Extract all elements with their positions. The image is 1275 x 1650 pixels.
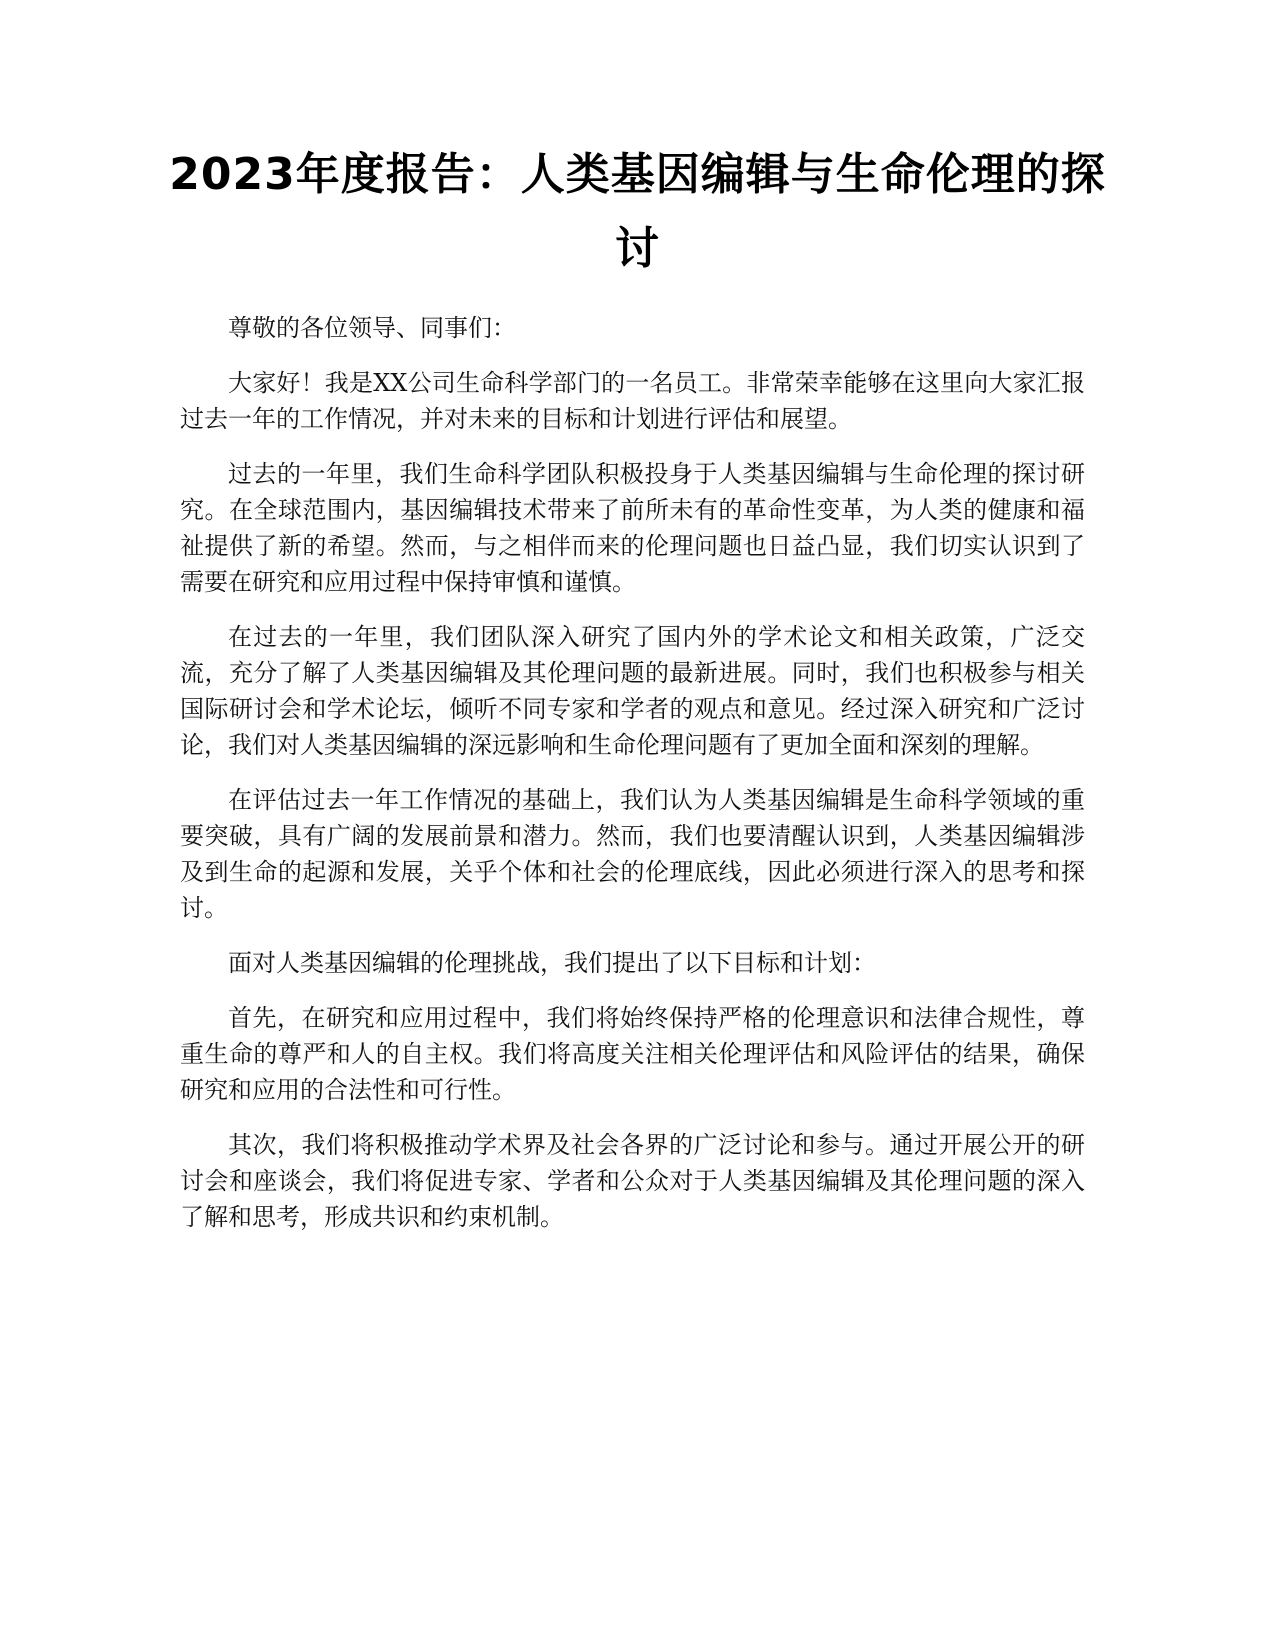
document-body [180,310,1085,1254]
body-paragraph: 首先，在研究和应用过程中，我们将始终保持严格的伦理意识和法律合规性，尊重生命的尊严和人的自主权。我们将高度关注相关伦理评估和风险评估的结果，确保研究和应用的合法性和可行性。 [180,1004,1085,1104]
body-paragraph: 大家好！我是XX公司生命科学部门的一名员工。非常荣幸能够在这里向大家汇报过去一年的工作情况，并对未来的目标和计划进行评估和展望。 [180,369,1085,433]
salutation-paragraph: 尊敬的各位领导、同事们： [228,314,516,342]
body-paragraph: 在过去的一年里，我们团队深入研究了国内外的学术论文和相关政策，广泛交流，充分了解了人类基因编辑及其伦理问题的最新进展。同时，我们也积极参与相关国际研讨会和学术论坛，倾听不同专家和学者的观点和意见。经过深入研究和广泛讨论，我们对人类基因编辑的深远影响和生命伦理问题有了更加全面和深刻的理解。 [180,623,1085,759]
body-paragraph: 面对人类基因编辑的伦理挑战，我们提出了以下目标和计划： [228,949,876,977]
body-paragraph: 其次，我们将积极推动学术界及社会各界的广泛讨论和参与。通过开展公开的研讨会和座谈会，我们将促进专家、学者和公众对于人类基因编辑及其伦理问题的深入了解和思考，形成共识和约束机制。 [180,1131,1085,1231]
document-title: 2023年度报告：人类基因编辑与生命伦理的探讨 [169,149,1106,274]
body-paragraph: 在评估过去一年工作情况的基础上，我们认为人类基因编辑是生命科学领域的重要突破，具有广阔的发展前景和潜力。然而，我们也要清醒认识到，人类基因编辑涉及到生命的起源和发展，关乎个体和社会的伦理底线，因此必须进行深入的思考和探讨。 [180,786,1085,922]
body-paragraph: 过去的一年里，我们生命科学团队积极投身于人类基因编辑与生命伦理的探讨研究。在全球范围内，基因编辑技术带来了前所未有的革命性变革，为人类的健康和福祉提供了新的希望。然而，与之相伴而来的伦理问题也日益凸显，我们切实认识到了需要在研究和应用过程中保持审慎和谨慎。 [180,460,1085,596]
